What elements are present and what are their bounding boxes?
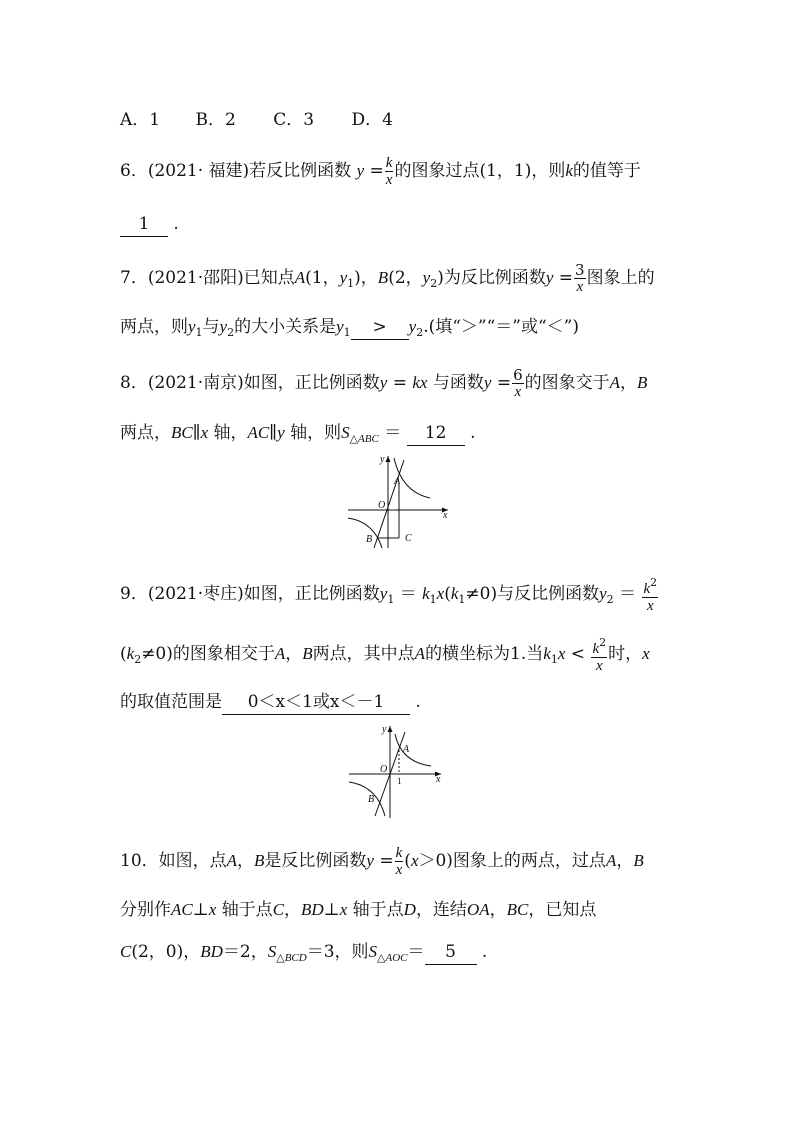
q9-line2 [120, 635, 650, 674]
var-k: k [422, 584, 430, 603]
denominator: x [385, 172, 393, 188]
q10-text: ， [237, 851, 255, 871]
q6-number: 6 [120, 161, 131, 181]
label-one: 1 [397, 776, 402, 786]
numerator: k [395, 845, 403, 861]
q7-text: 已知点 [243, 268, 295, 288]
q7-source: (2021·邵阳) [147, 268, 244, 288]
hyperbola-branch-2 [349, 782, 385, 816]
q10-text: ( [404, 851, 411, 871]
q10-line2 [120, 898, 596, 922]
subscript: △BCD [276, 952, 307, 964]
subscript: 1 [195, 326, 203, 339]
var-y: y [545, 268, 554, 287]
label-O: O [378, 500, 386, 511]
q7-number: 7 [120, 268, 131, 288]
var-y: y [422, 268, 431, 287]
fraction [512, 367, 524, 400]
q10-text: ＝3，则 [306, 942, 369, 962]
q7-text: )为反比例函数 [437, 268, 546, 288]
var-AC: AC [247, 423, 270, 442]
eq-sign: = [369, 161, 384, 181]
var-k: k [450, 584, 459, 603]
parallel-symbol: ∥ [269, 423, 278, 443]
q8-text: 两点， [120, 423, 171, 443]
var-y: y [379, 373, 388, 392]
label-y: y [382, 724, 387, 735]
var-y: y [188, 317, 196, 336]
q6-source: (2021· 福建) [147, 161, 250, 181]
period: . [415, 692, 421, 712]
label-x: x [443, 510, 448, 521]
q10-text: ＝ [407, 942, 425, 962]
q6-text: 的图象过点(1 [394, 161, 497, 181]
q7-text: 的大小关系是 [234, 317, 337, 337]
var-k: k [565, 161, 573, 180]
figure-q9 [343, 722, 448, 822]
q6-line1: 6．(2021· 福建)若反比例函数 y = $\frac{k}{x}$ 的图象过点(1，1)，则k的值等于 [120, 155, 641, 188]
q9-number: 9 [120, 584, 131, 604]
eq-sign: = [558, 268, 574, 288]
var-x: x [410, 851, 419, 870]
q10-text: 轴于点 [352, 900, 404, 920]
y-axis-arrow [388, 726, 393, 732]
perp-symbol: ⊥ [192, 900, 209, 920]
var-BC: BC [506, 900, 529, 919]
fraction [385, 155, 394, 188]
q6-text: ，则 [531, 161, 566, 181]
var-k: k [643, 581, 651, 597]
q8-number: 8 [120, 373, 131, 393]
numerator [642, 575, 658, 598]
q9-text: 时， [608, 644, 643, 664]
var-y: y [483, 373, 492, 392]
q10-text: ， [616, 851, 634, 871]
subscript: 2 [606, 593, 614, 606]
parallel-symbol: ∥ [192, 423, 201, 443]
label-C: C [405, 533, 412, 544]
numerator [591, 635, 607, 658]
var-A: A [226, 851, 238, 870]
q9-text: ≠0)的图象相交于 [141, 644, 275, 664]
q7-text: ， [405, 268, 423, 288]
q7-line1: 7．(2021·邵阳)已知点A(1，$y_1$)，B(2，$y_2$)为反比例函数y = $\frac{3}{x}$ 图象上的 [120, 261, 655, 295]
numerator: k [385, 155, 393, 171]
denominator: x [395, 862, 403, 878]
q9-source: (2021·枣庄) [147, 584, 244, 604]
fraction [591, 635, 607, 674]
subscript: 1 [347, 277, 355, 290]
q10-text: 如图，点 [158, 851, 227, 871]
var-C: C [272, 900, 285, 919]
var-AC: AC [171, 900, 193, 919]
q8-line2: 两点，BC∥x 轴，AC∥y 轴，则$S_{\triangle ABC} = 12$ . [120, 423, 476, 445]
q7-text: ) [354, 268, 361, 288]
q10-line3 [120, 940, 487, 970]
q7-line2 [120, 315, 579, 345]
q9-text: ≠0)与反比例函数 [465, 584, 600, 604]
perp-symbol: ⊥ [323, 900, 340, 920]
q10-text: ＝2， [222, 942, 268, 962]
fraction [395, 845, 404, 878]
q7-answer: > [351, 315, 409, 340]
var-A: A [605, 851, 617, 870]
q10-line1: 10．如图，点A，B是反比例函数y = $\frac{k}{x}$ (x＞0)图象上的两点，过点A，B [120, 845, 644, 878]
q8-answer: 12 [407, 421, 465, 446]
q10-text: ， [284, 900, 302, 920]
period: . [470, 423, 476, 443]
fraction [574, 262, 586, 295]
var-y: y [356, 161, 365, 180]
q9-text: ， [285, 644, 303, 664]
q10-text: ， [489, 900, 507, 920]
q8-text: 的图象交于 [524, 373, 610, 393]
q9-line1: 9．(2021·枣庄)如图，正比例函数$y_1 = k_1x(k_1\ne 0)$与反比例函数$y_2$ ＝ $\frac{k^2}{x}$ [120, 576, 658, 614]
numerator: 3 [575, 261, 585, 279]
subscript: △ABC [349, 433, 379, 445]
q6-line2 [120, 212, 179, 237]
q7-text: ， [322, 268, 340, 288]
less-than: < [570, 644, 586, 664]
subscript: △AOC [377, 952, 408, 964]
var-S: S [267, 942, 277, 961]
var-A: A [414, 644, 426, 663]
q10-answer: 5 [425, 940, 477, 965]
subscript: 2 [227, 326, 235, 339]
subscript: 1 [429, 593, 437, 606]
q8-text: 如图，正比例函数 [243, 373, 380, 393]
subscript: 1 [387, 593, 395, 606]
q10-text: 是反比例函数 [264, 851, 367, 871]
var-y: y [379, 584, 388, 603]
q10-text: ，连结 [415, 900, 467, 920]
q9-text: 的取值范围是 [120, 692, 222, 712]
choice-c: C．3 [273, 110, 315, 130]
var-A: A [609, 373, 621, 392]
q10-number: 10 [120, 851, 142, 871]
var-S: S [368, 942, 378, 961]
q8-text: ， [620, 373, 638, 393]
var-A: A [274, 644, 286, 663]
denominator: x [514, 384, 522, 400]
hyperbola-branch-2 [348, 518, 382, 548]
q8-text: 轴，则 [290, 423, 342, 443]
choice-d: D．4 [351, 110, 393, 130]
var-B: B [637, 373, 648, 392]
denominator: x [576, 279, 584, 295]
choice-b: B．2 [195, 110, 236, 130]
q8-text: 与函数 [432, 373, 484, 393]
hyperbola-branch-1 [395, 734, 431, 766]
q9-text: ( [120, 644, 127, 664]
q6-answer: 1 [120, 212, 168, 237]
q10-text: 轴于点 [221, 900, 273, 920]
superscript: 2 [650, 576, 658, 589]
subscript: 2 [430, 277, 438, 290]
q7-text: (1 [305, 268, 323, 288]
var-kx: kx [412, 373, 428, 392]
y-axis-arrow [386, 456, 391, 462]
denominator: x [646, 598, 654, 614]
var-x: x [642, 644, 650, 663]
period: . [481, 942, 488, 962]
var-A: A [294, 268, 306, 287]
q7-text: (2 [388, 268, 406, 288]
var-k: k [592, 641, 600, 657]
q7-text: 两点，则 [120, 317, 188, 337]
var-y: y [219, 317, 228, 336]
var-B: B [633, 851, 644, 870]
subscript: 1 [550, 653, 558, 666]
q9-text: 的横坐标为1.当 [425, 644, 544, 664]
label-x: x [436, 774, 441, 785]
var-y: y [339, 268, 348, 287]
var-x: x [557, 644, 566, 663]
var-x: x [208, 900, 217, 919]
q7-text: 与 [202, 317, 220, 337]
var-S: S [341, 423, 350, 442]
var-y: y [408, 317, 417, 336]
label-y: y [380, 454, 385, 465]
var-x: x [436, 584, 445, 603]
var-x: x [200, 423, 209, 442]
label-B: B [368, 794, 375, 805]
var-C: C [120, 942, 132, 961]
q8-text: 轴， [213, 423, 248, 443]
var-y: y [599, 584, 607, 603]
eq-sign: = [392, 373, 407, 393]
var-y: y [366, 851, 374, 870]
numerator: 6 [513, 366, 523, 384]
q9-line3 [120, 690, 421, 715]
period: . [173, 214, 179, 234]
eq-sign: = [496, 373, 512, 393]
var-y: y [277, 423, 285, 442]
label-A: A [394, 476, 401, 487]
figure-q8 [340, 452, 455, 552]
label-B: B [366, 534, 373, 545]
choices-row [120, 108, 393, 132]
subscript: 1 [458, 593, 466, 606]
label-A: A [403, 744, 410, 755]
var-BD: BD [200, 942, 223, 961]
q9-text: 如图，正比例函数 [243, 584, 380, 604]
q8-line1: 8．(2021·南京)如图，正比例函数y = kx 与函数y = $\frac{6}{x}$ 的图象交于A，B [120, 366, 648, 400]
var-B: B [377, 268, 389, 287]
denominator: x [595, 658, 603, 674]
q6-text: ，1) [496, 161, 532, 181]
q6-text: 若反比例函数 [249, 161, 352, 181]
q6-text: 的值等于 [572, 161, 641, 181]
q8-source: (2021·南京) [147, 373, 244, 393]
q7-text: .(填“＞”“＝”或“＜”) [423, 317, 580, 337]
var-B: B [254, 851, 265, 870]
var-x: x [339, 900, 348, 919]
var-y: y [336, 317, 344, 336]
choice-a: A．1 [120, 110, 161, 130]
label-O: O [380, 764, 388, 775]
var-k: k [126, 644, 135, 663]
subscript: 1 [343, 326, 351, 339]
q10-text: ，已知点 [528, 900, 597, 920]
var-BD: BD [301, 900, 324, 919]
q9-text: 两点，其中点 [312, 644, 415, 664]
fraction [642, 575, 658, 614]
var-k: k [543, 644, 551, 663]
var-OA: OA [466, 900, 490, 919]
q7-text: 图象上的 [586, 268, 655, 288]
var-D: D [403, 900, 416, 919]
subscript: 2 [134, 653, 142, 666]
var-B: B [302, 644, 313, 663]
q9-text: ( [444, 584, 451, 604]
q10-text: (2，0)， [131, 942, 201, 962]
eq-sign: = [379, 851, 394, 871]
subscript: 2 [416, 326, 424, 339]
q10-text: 分别作 [120, 900, 171, 920]
q10-text: ＞0)图象上的两点，过点 [418, 851, 606, 871]
q9-answer: 0＜x＜1或x＜－1 [222, 690, 410, 715]
var-BC: BC [171, 423, 193, 442]
superscript: 2 [599, 636, 607, 649]
